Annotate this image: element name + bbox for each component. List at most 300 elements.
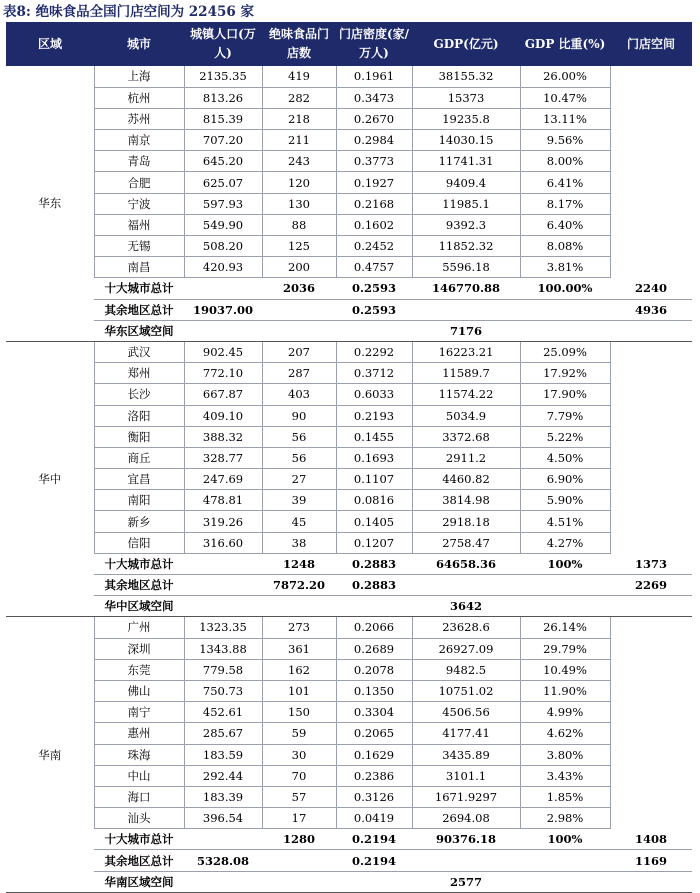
table-row: [6, 363, 692, 384]
stores-cell: 211: [262, 130, 336, 151]
gdp-cell: 3372.68: [412, 426, 520, 447]
density-cell: 0.6033: [336, 384, 412, 405]
stores-cell: 57: [262, 786, 336, 807]
city-cell: 深圳: [94, 638, 184, 659]
table-row: [6, 765, 692, 786]
stores-cell: 17: [262, 808, 336, 829]
top10-gdp-share: 100%: [520, 553, 610, 574]
region-cell: 华南: [6, 617, 94, 892]
gdp-share-cell: 5.22%: [520, 426, 610, 447]
stores-cell: 218: [262, 108, 336, 129]
store-space-cell: [610, 130, 692, 151]
population-cell: 319.26: [184, 511, 262, 532]
table-row: [6, 723, 692, 744]
header-gdp: GDP(亿元): [412, 22, 520, 66]
others-population: [184, 575, 262, 596]
gdp-share-cell: 11.90%: [520, 680, 610, 701]
table-row: [6, 341, 692, 362]
top10-stores: 1280: [262, 829, 336, 850]
stores-cell: 59: [262, 723, 336, 744]
stores-cell: 45: [262, 511, 336, 532]
others-total-row: [6, 575, 692, 596]
gdp-cell: 9409.4: [412, 172, 520, 193]
gdp-cell: 11852.32: [412, 236, 520, 257]
gdp-cell: 4460.82: [412, 469, 520, 490]
top10-total-row: [6, 278, 692, 299]
population-cell: 772.10: [184, 363, 262, 384]
store-space-cell: [610, 765, 692, 786]
store-space-table: [6, 22, 692, 893]
table-row: [6, 447, 692, 468]
gdp-share-cell: 8.17%: [520, 193, 610, 214]
table-row: [6, 405, 692, 426]
header-population: 城镇人口(万人): [184, 22, 262, 66]
density-cell: 0.2065: [336, 723, 412, 744]
density-cell: 0.3126: [336, 786, 412, 807]
gdp-share-cell: 4.27%: [520, 532, 610, 553]
stores-cell: 273: [262, 617, 336, 638]
stores-cell: 243: [262, 151, 336, 172]
city-cell: 武汉: [94, 341, 184, 362]
table-row: [6, 786, 692, 807]
regional-space-value: 3642: [412, 596, 520, 617]
others-store-space: 1169: [610, 850, 692, 871]
stores-cell: 39: [262, 490, 336, 511]
population-cell: 902.45: [184, 341, 262, 362]
density-cell: 0.2066: [336, 617, 412, 638]
gdp-cell: 11574.22: [412, 384, 520, 405]
density-cell: 0.1927: [336, 172, 412, 193]
store-space-cell: [610, 702, 692, 723]
gdp-share-cell: 1.85%: [520, 786, 610, 807]
gdp-cell: 11589.7: [412, 363, 520, 384]
population-cell: 420.93: [184, 257, 262, 278]
stores-cell: 287: [262, 363, 336, 384]
gdp-cell: 14030.15: [412, 130, 520, 151]
regional-space-row: [6, 596, 692, 617]
region-cell: 华东: [6, 66, 94, 341]
others-store-space: 2269: [610, 575, 692, 596]
city-cell: 郑州: [94, 363, 184, 384]
gdp-cell: 9392.3: [412, 214, 520, 235]
density-cell: 0.1602: [336, 214, 412, 235]
regional-space-value: 7176: [412, 320, 520, 341]
others-population: 5328.08: [184, 850, 262, 871]
gdp-share-cell: 8.08%: [520, 236, 610, 257]
density-cell: 0.3712: [336, 363, 412, 384]
top10-store-space: 1408: [610, 829, 692, 850]
stores-cell: 101: [262, 680, 336, 701]
gdp-share-cell: 10.49%: [520, 659, 610, 680]
density-cell: 0.1107: [336, 469, 412, 490]
store-space-cell: [610, 193, 692, 214]
table-row: [6, 87, 692, 108]
population-cell: 707.20: [184, 130, 262, 151]
top10-density: 0.2194: [336, 829, 412, 850]
table-row: [6, 151, 692, 172]
gdp-cell: 26927.09: [412, 638, 520, 659]
regional-space-value: 2577: [412, 871, 520, 892]
gdp-share-cell: 6.40%: [520, 214, 610, 235]
top10-total-row: [6, 553, 692, 574]
gdp-share-cell: 5.90%: [520, 490, 610, 511]
city-cell: 南京: [94, 130, 184, 151]
top10-total-row: [6, 829, 692, 850]
city-cell: 南阳: [94, 490, 184, 511]
top10-label: 十大城市总计: [94, 553, 184, 574]
gdp-cell: 19235.8: [412, 108, 520, 129]
store-space-cell: [610, 680, 692, 701]
others-population: 19037.00: [184, 299, 262, 320]
top10-population: [184, 278, 262, 299]
store-space-cell: [610, 744, 692, 765]
density-cell: 0.4757: [336, 257, 412, 278]
stores-cell: 120: [262, 172, 336, 193]
store-space-cell: [610, 469, 692, 490]
others-gdp: [412, 575, 520, 596]
density-cell: 0.2292: [336, 341, 412, 362]
gdp-share-cell: 7.79%: [520, 405, 610, 426]
regional-spacer: [336, 320, 412, 341]
region-cell: 华中: [6, 341, 94, 616]
population-cell: 508.20: [184, 236, 262, 257]
header-row: [6, 22, 692, 66]
store-space-cell: [610, 490, 692, 511]
table-title: 表8: 绝味食品全国门店空间为 22456 家: [3, 4, 254, 20]
city-cell: 东莞: [94, 659, 184, 680]
table-row: [6, 680, 692, 701]
city-cell: 珠海: [94, 744, 184, 765]
stores-cell: 419: [262, 66, 336, 87]
population-cell: 2135.35: [184, 66, 262, 87]
gdp-cell: 2758.47: [412, 532, 520, 553]
population-cell: 409.10: [184, 405, 262, 426]
gdp-cell: 9482.5: [412, 659, 520, 680]
gdp-cell: 2694.08: [412, 808, 520, 829]
gdp-share-cell: 29.79%: [520, 638, 610, 659]
gdp-share-cell: 8.00%: [520, 151, 610, 172]
stores-cell: 27: [262, 469, 336, 490]
stores-cell: 130: [262, 193, 336, 214]
stores-cell: 56: [262, 426, 336, 447]
stores-cell: 30: [262, 744, 336, 765]
regional-space-label: 华东区域空间: [94, 320, 184, 341]
regional-spacer: [520, 871, 610, 892]
gdp-cell: 1671.9297: [412, 786, 520, 807]
gdp-share-cell: 4.51%: [520, 511, 610, 532]
density-cell: 0.2452: [336, 236, 412, 257]
table-row: [6, 808, 692, 829]
gdp-share-cell: 4.62%: [520, 723, 610, 744]
header-city: 城市: [94, 22, 184, 66]
population-cell: 183.39: [184, 786, 262, 807]
population-cell: 815.39: [184, 108, 262, 129]
store-space-cell: [610, 786, 692, 807]
gdp-cell: 4506.56: [412, 702, 520, 723]
gdp-share-cell: 17.92%: [520, 363, 610, 384]
city-cell: 海口: [94, 786, 184, 807]
top10-stores: 2036: [262, 278, 336, 299]
density-cell: 0.2386: [336, 765, 412, 786]
city-cell: 佛山: [94, 680, 184, 701]
top10-gdp-share: 100%: [520, 829, 610, 850]
table-row: [6, 469, 692, 490]
population-cell: 750.73: [184, 680, 262, 701]
table-row: [6, 638, 692, 659]
table-row: [6, 108, 692, 129]
population-cell: 549.90: [184, 214, 262, 235]
others-density: 0.2883: [336, 575, 412, 596]
regional-spacer: [336, 871, 412, 892]
city-cell: 苏州: [94, 108, 184, 129]
top10-gdp: 64658.36: [412, 553, 520, 574]
top10-gdp: 146770.88: [412, 278, 520, 299]
others-stores: [262, 299, 336, 320]
regional-spacer: [336, 596, 412, 617]
store-space-cell: [610, 532, 692, 553]
stores-cell: 207: [262, 341, 336, 362]
gdp-share-cell: 2.98%: [520, 808, 610, 829]
regional-spacer: [262, 596, 336, 617]
population-cell: 388.32: [184, 426, 262, 447]
top10-store-space: 1373: [610, 553, 692, 574]
gdp-cell: 3101.1: [412, 765, 520, 786]
store-space-cell: [610, 363, 692, 384]
header-gdp-share: GDP 比重(%): [520, 22, 610, 66]
city-cell: 宜昌: [94, 469, 184, 490]
population-cell: 1343.88: [184, 638, 262, 659]
store-space-cell: [610, 447, 692, 468]
gdp-share-cell: 4.99%: [520, 702, 610, 723]
regional-spacer: [184, 596, 262, 617]
city-cell: 宁波: [94, 193, 184, 214]
city-cell: 南昌: [94, 257, 184, 278]
stores-cell: 361: [262, 638, 336, 659]
others-label: 其余地区总计: [94, 850, 184, 871]
stores-cell: 38: [262, 532, 336, 553]
store-space-cell: [610, 87, 692, 108]
gdp-cell: 15373: [412, 87, 520, 108]
store-space-cell: [610, 341, 692, 362]
top10-density: 0.2593: [336, 278, 412, 299]
population-cell: 779.58: [184, 659, 262, 680]
population-cell: 183.59: [184, 744, 262, 765]
regional-spacer: [520, 320, 610, 341]
store-space-cell: [610, 617, 692, 638]
density-cell: 0.3473: [336, 87, 412, 108]
density-cell: 0.1961: [336, 66, 412, 87]
population-cell: 597.93: [184, 193, 262, 214]
population-cell: 452.61: [184, 702, 262, 723]
gdp-cell: 3814.98: [412, 490, 520, 511]
top10-population: [184, 829, 262, 850]
stores-cell: 150: [262, 702, 336, 723]
regional-spacer: [610, 871, 692, 892]
city-cell: 福州: [94, 214, 184, 235]
table-row: [6, 130, 692, 151]
population-cell: 328.77: [184, 447, 262, 468]
gdp-share-cell: 26.14%: [520, 617, 610, 638]
gdp-cell: 11985.1: [412, 193, 520, 214]
density-cell: 0.2168: [336, 193, 412, 214]
store-space-cell: [610, 172, 692, 193]
stores-cell: 162: [262, 659, 336, 680]
density-cell: 0.2193: [336, 405, 412, 426]
population-cell: 396.54: [184, 808, 262, 829]
density-cell: 0.1207: [336, 532, 412, 553]
city-cell: 无锡: [94, 236, 184, 257]
table-row: [6, 172, 692, 193]
top10-gdp: 90376.18: [412, 829, 520, 850]
gdp-cell: 4177.41: [412, 723, 520, 744]
gdp-cell: 11741.31: [412, 151, 520, 172]
table-row: [6, 426, 692, 447]
gdp-cell: 16223.21: [412, 341, 520, 362]
store-space-cell: [610, 66, 692, 87]
table-row: [6, 193, 692, 214]
gdp-share-cell: 3.81%: [520, 257, 610, 278]
table-row: [6, 702, 692, 723]
table-row: [6, 744, 692, 765]
top10-population: [184, 553, 262, 574]
gdp-share-cell: 10.47%: [520, 87, 610, 108]
gdp-share-cell: 9.56%: [520, 130, 610, 151]
density-cell: 0.1629: [336, 744, 412, 765]
store-space-cell: [610, 151, 692, 172]
store-space-cell: [610, 659, 692, 680]
density-cell: 0.0816: [336, 490, 412, 511]
gdp-cell: 2918.18: [412, 511, 520, 532]
gdp-share-cell: 6.90%: [520, 469, 610, 490]
population-cell: 478.81: [184, 490, 262, 511]
gdp-cell: 2911.2: [412, 447, 520, 468]
others-gdp-share: [520, 850, 610, 871]
top10-label: 十大城市总计: [94, 829, 184, 850]
others-stores: 7872.20: [262, 575, 336, 596]
table-row: [6, 659, 692, 680]
regional-spacer: [610, 596, 692, 617]
top10-stores: 1248: [262, 553, 336, 574]
store-space-cell: [610, 723, 692, 744]
regional-spacer: [184, 871, 262, 892]
table-row: [6, 532, 692, 553]
regional-space-row: [6, 320, 692, 341]
city-cell: 合肥: [94, 172, 184, 193]
population-cell: 645.20: [184, 151, 262, 172]
density-cell: 0.1693: [336, 447, 412, 468]
city-cell: 新乡: [94, 511, 184, 532]
density-cell: 0.0419: [336, 808, 412, 829]
city-cell: 上海: [94, 66, 184, 87]
store-space-cell: [610, 214, 692, 235]
city-cell: 洛阳: [94, 405, 184, 426]
city-cell: 汕头: [94, 808, 184, 829]
population-cell: 247.69: [184, 469, 262, 490]
header-region: 区域: [6, 22, 94, 66]
regional-space-label: 华中区域空间: [94, 596, 184, 617]
others-label: 其余地区总计: [94, 575, 184, 596]
header-stores: 绝味食品门店数: [262, 22, 336, 66]
gdp-share-cell: 6.41%: [520, 172, 610, 193]
others-label: 其余地区总计: [94, 299, 184, 320]
population-cell: 1323.35: [184, 617, 262, 638]
stores-cell: 403: [262, 384, 336, 405]
regional-spacer: [262, 871, 336, 892]
gdp-share-cell: 26.00%: [520, 66, 610, 87]
density-cell: 0.2984: [336, 130, 412, 151]
gdp-cell: 5034.9: [412, 405, 520, 426]
gdp-share-cell: 3.43%: [520, 765, 610, 786]
city-cell: 杭州: [94, 87, 184, 108]
density-cell: 0.1350: [336, 680, 412, 701]
gdp-share-cell: 4.50%: [520, 447, 610, 468]
population-cell: 813.26: [184, 87, 262, 108]
table-row: [6, 384, 692, 405]
others-gdp: [412, 299, 520, 320]
gdp-share-cell: 13.11%: [520, 108, 610, 129]
density-cell: 0.2078: [336, 659, 412, 680]
store-space-cell: [610, 808, 692, 829]
city-cell: 广州: [94, 617, 184, 638]
regional-spacer: [184, 320, 262, 341]
header-density: 门店密度(家/万人): [336, 22, 412, 66]
density-cell: 0.2670: [336, 108, 412, 129]
regional-spacer: [520, 596, 610, 617]
top10-store-space: 2240: [610, 278, 692, 299]
city-cell: 商丘: [94, 447, 184, 468]
stores-cell: 70: [262, 765, 336, 786]
density-cell: 0.3304: [336, 702, 412, 723]
city-cell: 南宁: [94, 702, 184, 723]
gdp-cell: 5596.18: [412, 257, 520, 278]
city-cell: 长沙: [94, 384, 184, 405]
table-row: [6, 66, 692, 87]
gdp-share-cell: 17.90%: [520, 384, 610, 405]
regional-spacer: [610, 320, 692, 341]
others-gdp-share: [520, 299, 610, 320]
others-stores: [262, 850, 336, 871]
stores-cell: 200: [262, 257, 336, 278]
stores-cell: 88: [262, 214, 336, 235]
city-cell: 青岛: [94, 151, 184, 172]
city-cell: 中山: [94, 765, 184, 786]
gdp-cell: 38155.32: [412, 66, 520, 87]
gdp-share-cell: 25.09%: [520, 341, 610, 362]
store-space-cell: [610, 405, 692, 426]
table-row: [6, 490, 692, 511]
store-space-cell: [610, 426, 692, 447]
store-space-cell: [610, 236, 692, 257]
population-cell: 667.87: [184, 384, 262, 405]
table-row: [6, 511, 692, 532]
density-cell: 0.2689: [336, 638, 412, 659]
city-cell: 衡阳: [94, 426, 184, 447]
gdp-cell: 23628.6: [412, 617, 520, 638]
stores-cell: 282: [262, 87, 336, 108]
store-space-cell: [610, 257, 692, 278]
gdp-cell: 3435.89: [412, 744, 520, 765]
density-cell: 0.1455: [336, 426, 412, 447]
others-total-row: [6, 850, 692, 871]
stores-cell: 90: [262, 405, 336, 426]
table-row: [6, 617, 692, 638]
population-cell: 625.07: [184, 172, 262, 193]
table-row: [6, 257, 692, 278]
regional-spacer: [262, 320, 336, 341]
table-row: [6, 214, 692, 235]
store-space-cell: [610, 384, 692, 405]
table-row: [6, 236, 692, 257]
